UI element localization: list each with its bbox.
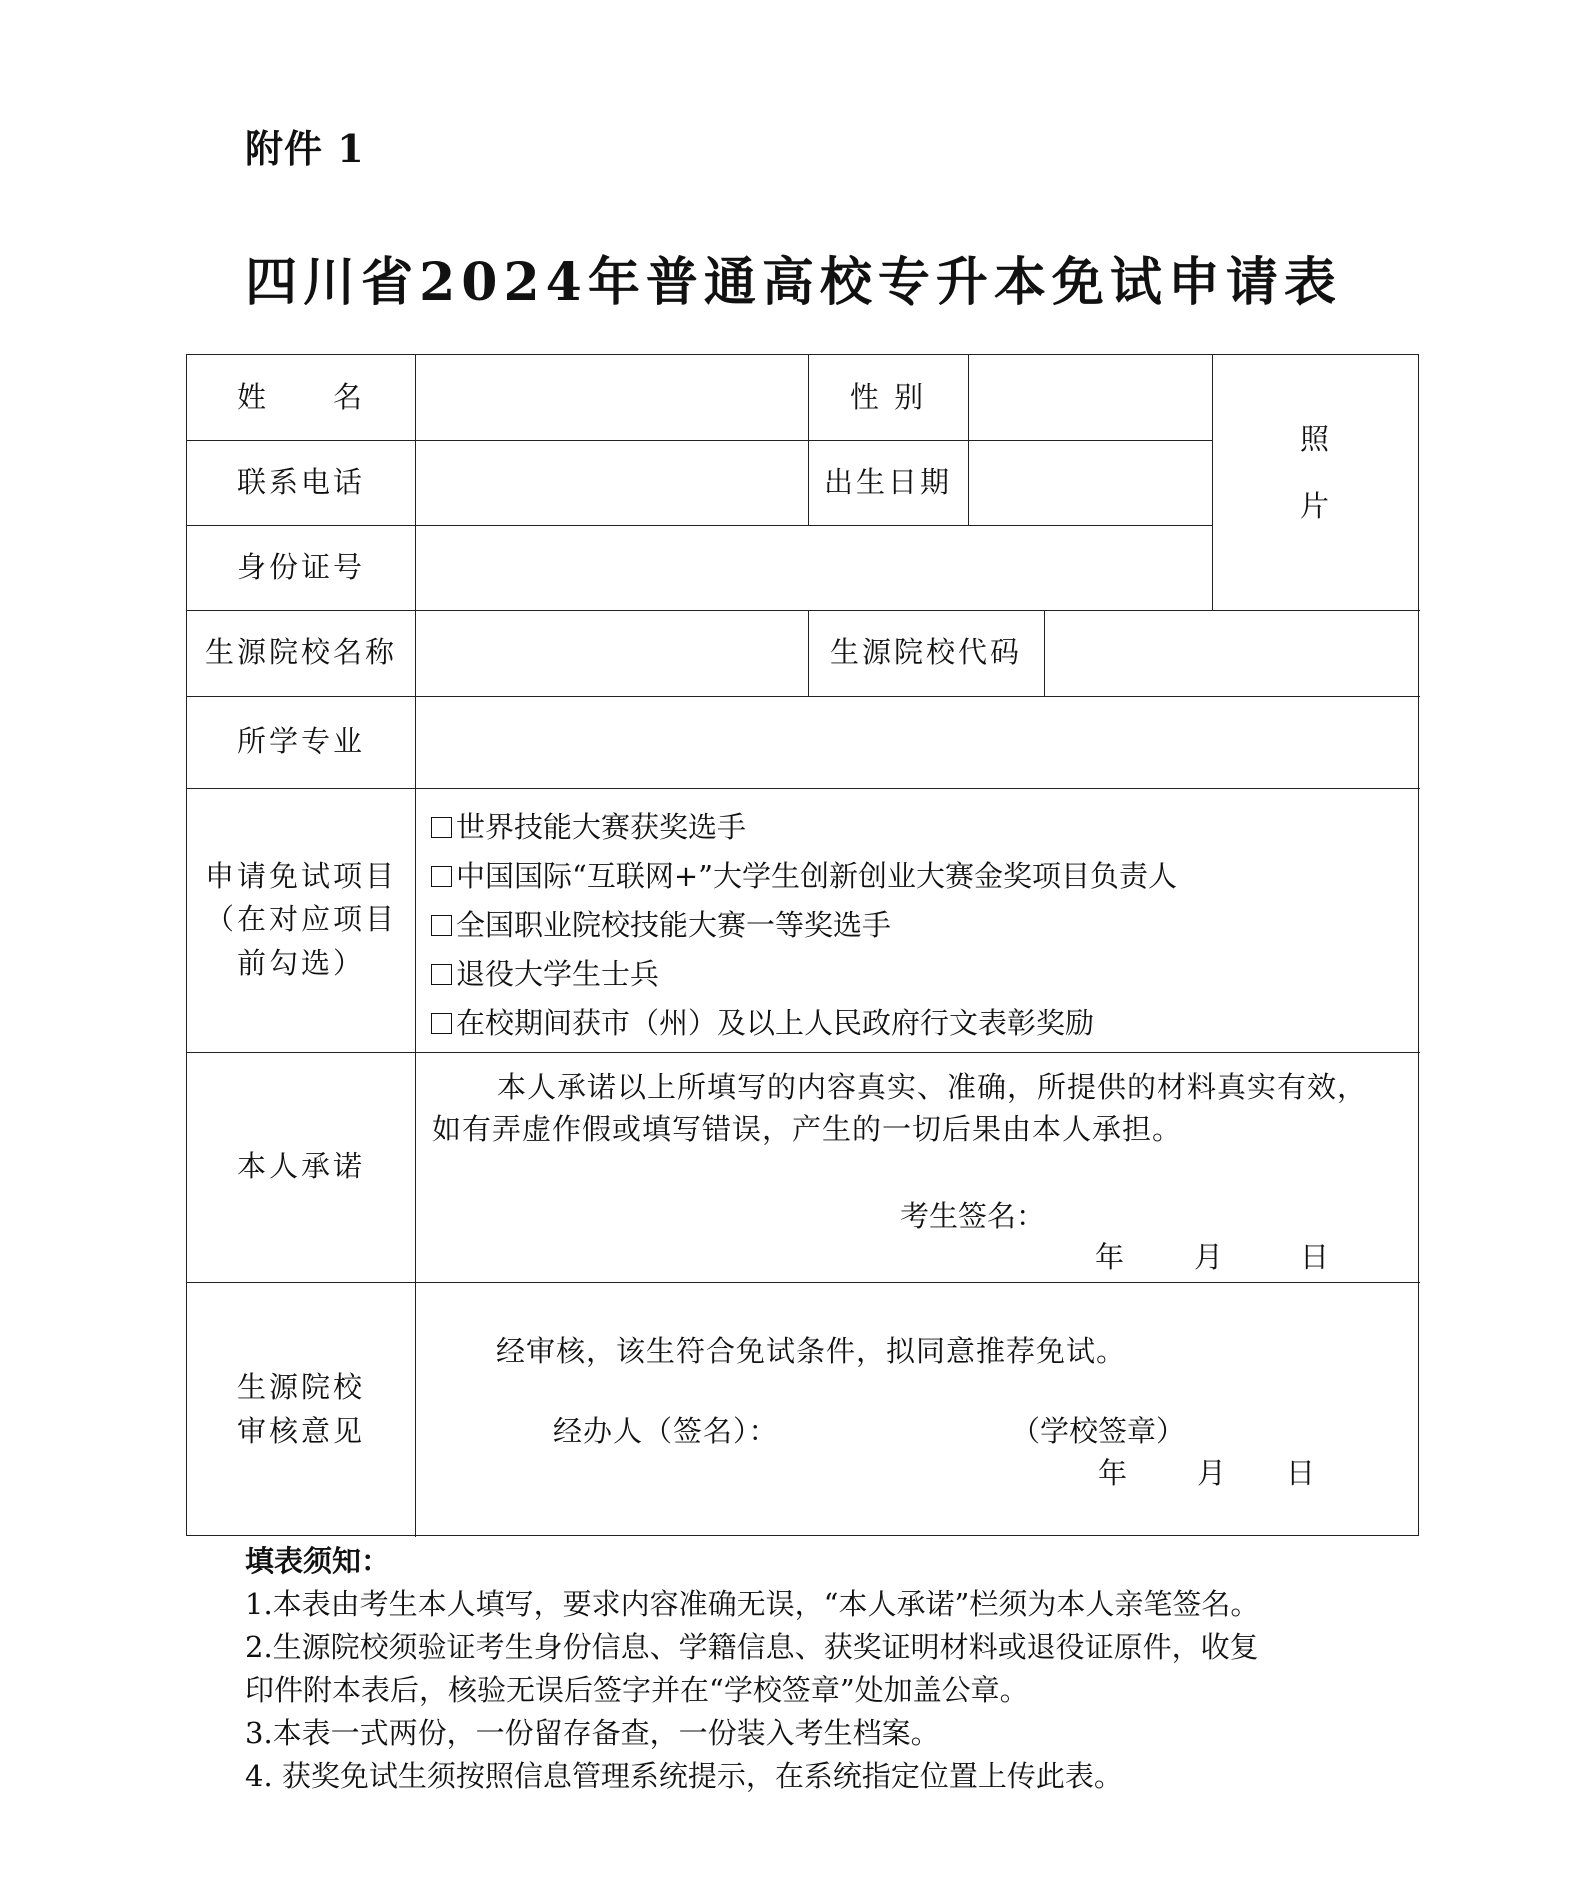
- review-opinion-text: 经审核，该生符合免试条件，拟同意推荐免试。: [496, 1334, 1127, 1368]
- major-label: 所学专业: [236, 724, 365, 759]
- application-form-table: [186, 354, 1419, 1536]
- checkbox-icon[interactable]: [431, 817, 452, 838]
- checkbox-icon[interactable]: [431, 866, 452, 887]
- apply-option-label: 在校期间获市（州）及以上人民政府行文表彰奖励: [456, 1006, 1095, 1040]
- apply-label-line: （在对应项目: [204, 902, 397, 937]
- promise-year: 年: [1095, 1240, 1125, 1274]
- review-label-line: 审核意见: [236, 1413, 365, 1448]
- review-label: [187, 1282, 415, 1537]
- column-divider: [1044, 610, 1045, 696]
- review-label-line: 生源院校: [236, 1370, 365, 1404]
- handler-signature-label: 经办人（签名）：: [553, 1414, 779, 1448]
- apply-option-label: 全国职业院校技能大赛一等奖选手: [456, 908, 892, 942]
- candidate-signature-label: 考生签名：: [900, 1199, 1046, 1233]
- photo-label-top: 照: [1299, 422, 1332, 457]
- checkbox-icon[interactable]: [431, 915, 452, 936]
- apply-options-list: [431, 803, 1177, 1048]
- photo-label-bottom: 片: [1299, 489, 1332, 524]
- form-title: 四川省2024年普通高校专升本免试申请表: [245, 252, 1342, 313]
- promise-text-line: 本人承诺以上所填写的内容真实、准确，所提供的材料真实有效，: [497, 1070, 1368, 1104]
- apply-items-label: [187, 788, 415, 1052]
- review-day: 日: [1286, 1456, 1316, 1490]
- school-name-label: 生源院校名称: [204, 635, 397, 670]
- promise-day: 日: [1300, 1240, 1330, 1274]
- apply-option-label: 中国国际“互联网+”大学生创新创业大赛金奖项目负责人: [456, 859, 1177, 893]
- attachment-label: 附件 1: [245, 126, 365, 171]
- apply-label-line: 前勾选）: [236, 945, 365, 980]
- school-seal-label: （学校签章）: [1011, 1414, 1186, 1448]
- apply-label-line: 申请免试项目: [204, 858, 397, 893]
- column-divider: [415, 355, 416, 1537]
- checkbox-icon[interactable]: [431, 1013, 452, 1034]
- instructions-heading: 填表须知：: [245, 1544, 391, 1578]
- apply-option-label: 世界技能大赛获奖选手: [456, 810, 747, 844]
- promise-month: 月: [1194, 1240, 1224, 1274]
- apply-option-label: 退役大学生士兵: [456, 957, 660, 991]
- school-code-label: 生源院校代码: [829, 635, 1022, 670]
- instruction-item: 2.生源院校须验证考生身份信息、学籍信息、获奖证明材料或退役证原件，收复: [245, 1630, 1259, 1664]
- checkbox-icon[interactable]: [431, 964, 452, 985]
- promise-text-line: 如有弄虚作假或填写错误，产生的一切后果由本人承担。: [432, 1112, 1183, 1146]
- review-year: 年: [1098, 1456, 1128, 1490]
- apply-option[interactable]: [431, 901, 1177, 950]
- gender-label: 性 别: [849, 379, 927, 414]
- name-label: 姓 名: [236, 379, 365, 414]
- instruction-item: 3.本表一式两份，一份留存备查，一份装入考生档案。: [245, 1716, 940, 1750]
- instruction-item: 1.本表由考生本人填写，要求内容准确无误，“本人承诺”栏须为本人亲笔签名。: [245, 1587, 1260, 1621]
- apply-option[interactable]: [431, 950, 1177, 999]
- apply-option[interactable]: [431, 803, 1177, 852]
- apply-option[interactable]: [431, 852, 1177, 901]
- birth-date-label: 出生日期: [823, 464, 952, 499]
- instruction-item: 4. 获奖免试生须按照信息管理系统提示，在系统指定位置上传此表。: [245, 1759, 1123, 1793]
- column-divider: [968, 355, 969, 525]
- id-number-label: 身份证号: [236, 549, 365, 584]
- review-month: 月: [1197, 1456, 1227, 1490]
- promise-label: 本人承诺: [236, 1149, 365, 1184]
- column-divider: [1212, 355, 1213, 610]
- apply-option[interactable]: [431, 999, 1177, 1048]
- instruction-item: 印件附本表后，核验无误后签字并在“学校签章”处加盖公章。: [245, 1673, 1029, 1707]
- fill-instructions: [245, 1540, 1425, 1798]
- phone-label: 联系电话: [236, 464, 365, 499]
